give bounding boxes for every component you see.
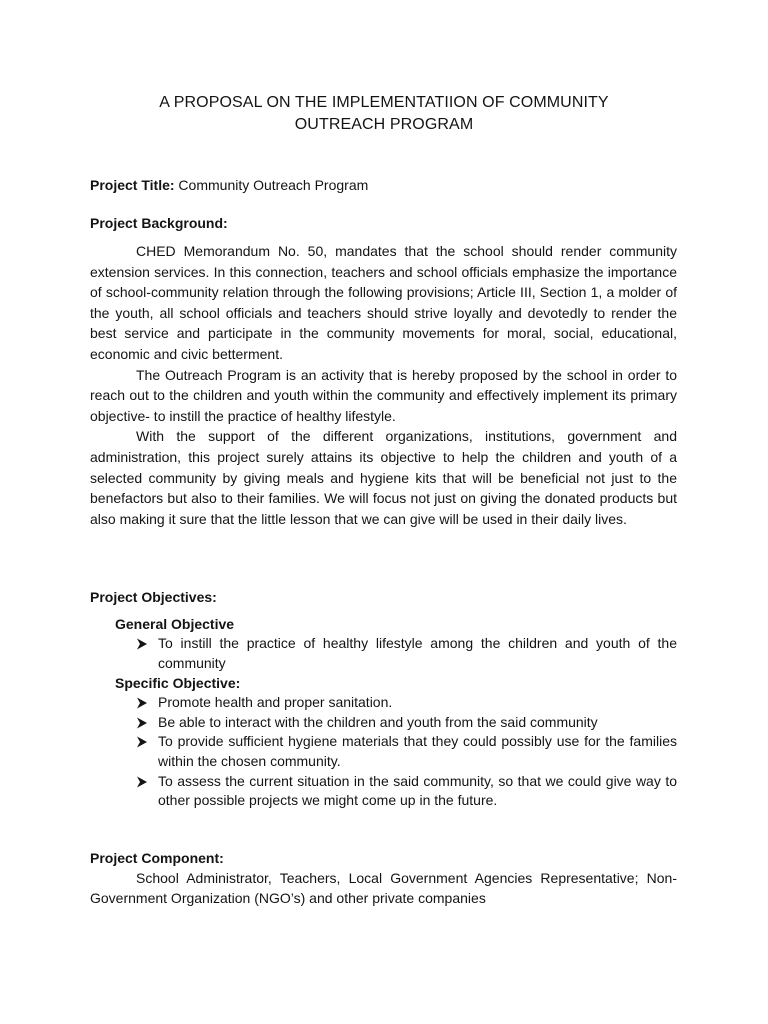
arrowhead-bullet-icon [136, 638, 148, 650]
project-title-section [90, 175, 677, 195]
document-title-line-1: A PROPOSAL ON THE IMPLEMENTATIION OF COMMUNITY [159, 94, 609, 111]
specific-objective-text: To provide sufficient hygiene materials that they could possibly use for the families within the chosen community. [158, 733, 677, 769]
component-heading: Project Component: [90, 850, 224, 866]
document-title-line-2: OUTREACH PROGRAM [294, 116, 474, 133]
project-component-section [90, 848, 677, 908]
general-objective-list [90, 634, 677, 673]
list-item [158, 634, 677, 673]
specific-objective-heading: Specific Objective: [115, 675, 241, 692]
background-heading: Project Background: [90, 215, 228, 231]
specific-objective-text: Promote health and proper sanitation. [158, 694, 393, 711]
background-paragraph-2: The Outreach Program is an activity that is hereby proposed by the school in order to reach out to the children and youth within the community and effectively implement its primary objective- to instill the practice of healthy lifestyle. [90, 366, 677, 424]
project-title-value: Community Outreach Program [174, 177, 369, 193]
project-title-line [90, 175, 677, 195]
component-text: School Administrator, Teachers, Local Government Agencies Representative; Non-Government Organization (NGO’s) and other private companies [90, 870, 677, 906]
arrowhead-bullet-icon [136, 736, 148, 748]
background-paragraph-1: CHED Memorandum No. 50, mandates that the school should render community extension services. In this connection, teachers and school officials emphasize the importance of school-community relation through the following provisions; Article III, Section 1, a molder of the youth, all school officials and teachers should strive loyally and devotedly to render the best service and participate in the community movements for moral, social, educational, economic and civic betterment. [90, 243, 677, 362]
project-background-section [90, 213, 677, 529]
specific-objective-text: Be able to interact with the children and youth from the said community [158, 713, 598, 730]
general-objective-text: To instill the practice of healthy lifestyle among the children and youth of the community [158, 635, 677, 671]
list-item [158, 732, 677, 771]
project-objectives-section [90, 587, 677, 811]
general-objective-heading: General Objective [115, 616, 235, 632]
specific-objective-text: To assess the current situation in the said community, so that we could give way to other possible projects we might come up in the future. [158, 772, 677, 809]
document-title [90, 92, 678, 136]
arrowhead-bullet-icon [136, 776, 148, 788]
list-item [158, 772, 677, 811]
objectives-heading: Project Objectives: [90, 589, 217, 605]
project-title-label: Project Title: [90, 177, 175, 193]
list-item [158, 713, 677, 733]
arrowhead-bullet-icon [136, 717, 148, 729]
background-paragraph-3: With the support of the different organizations, institutions, government and administration, this project surely attains its objective to help the children and youth of a selected community by giving meals and hygiene kits that will be beneficial not just to the benefactors but also to their families. We will focus not just on giving the donated products but also making it sure that the little lesson that we can give will be used in their daily lives. [90, 428, 677, 527]
specific-objective-list [90, 693, 677, 811]
arrowhead-bullet-icon [136, 697, 148, 709]
list-item [158, 693, 677, 713]
